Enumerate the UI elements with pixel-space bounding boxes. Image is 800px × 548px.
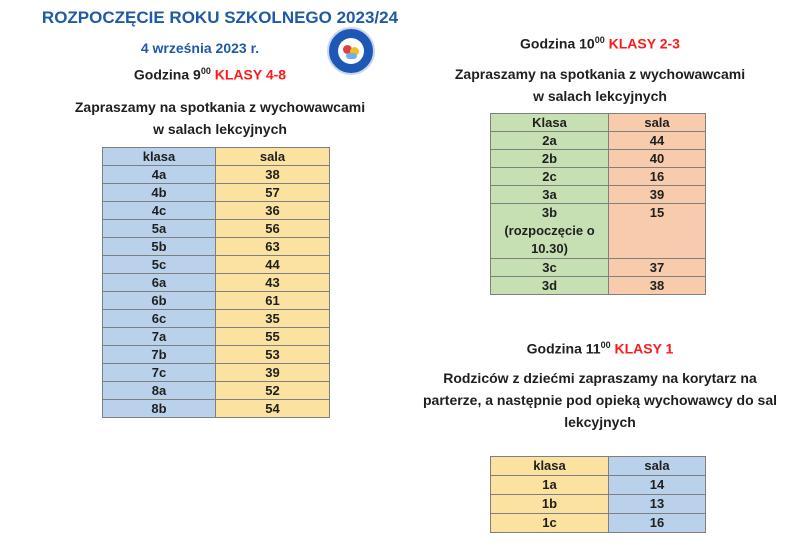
sala-cell: 53 xyxy=(216,346,330,364)
sala-cell: 16 xyxy=(609,168,706,186)
col-sala-header: sala xyxy=(609,457,706,476)
table-row xyxy=(491,259,706,277)
klasa-cell xyxy=(491,204,609,259)
klasa-cell xyxy=(103,346,216,364)
klasa-value: 3c xyxy=(542,260,557,275)
klasa-value: 2b xyxy=(541,151,558,166)
col-sala-header: sala xyxy=(216,148,330,166)
table-row xyxy=(491,476,706,495)
page-title: ROZPOCZĘCIE ROKU SZKOLNEGO 2023/24 xyxy=(41,8,399,27)
sala-cell: 37 xyxy=(609,259,706,277)
klasa-cell xyxy=(491,259,609,277)
klasa-value: 8b xyxy=(151,401,167,416)
table-header-row xyxy=(491,457,706,476)
section3-table xyxy=(490,456,706,533)
klasa-value: 3a xyxy=(542,187,557,202)
klasa-cell xyxy=(103,256,216,274)
col-klasa-header: Klasa xyxy=(491,114,609,132)
sala-cell: 16 xyxy=(609,514,706,533)
table-row xyxy=(103,256,330,274)
table-row xyxy=(491,150,706,168)
klasa-value: 6c xyxy=(151,311,167,326)
section3-text xyxy=(415,367,785,433)
klasa-note: 10.30) xyxy=(531,241,568,256)
klasa-value: 3b xyxy=(541,205,558,220)
sala-cell: 15 xyxy=(609,204,706,259)
section2-table xyxy=(490,113,706,295)
klasa-cell xyxy=(103,184,216,202)
table-row xyxy=(103,274,330,292)
section1-text xyxy=(30,96,410,140)
sala-cell: 38 xyxy=(609,277,706,295)
klasa-value: 1c xyxy=(542,515,557,530)
table-row xyxy=(103,310,330,328)
sala-cell: 61 xyxy=(216,292,330,310)
klasa-value: 5c xyxy=(151,257,167,272)
klasa-cell xyxy=(491,514,609,533)
table-row xyxy=(491,204,706,259)
klasa-value: 3d xyxy=(541,278,558,293)
section2-text xyxy=(430,63,770,107)
klasa-cell xyxy=(491,277,609,295)
table-row xyxy=(491,186,706,204)
klasa-cell xyxy=(491,186,609,204)
sala-cell: 13 xyxy=(609,495,706,514)
klasa-value: 5b xyxy=(151,239,167,254)
sala-cell: 40 xyxy=(609,150,706,168)
col-sala-header: sala xyxy=(609,114,706,132)
table-row xyxy=(103,400,330,418)
sala-cell: 39 xyxy=(609,186,706,204)
section2-hour xyxy=(490,35,710,52)
klasa-cell xyxy=(103,364,216,382)
section3-classes: KLASY 1 xyxy=(614,340,674,357)
klasa-cell xyxy=(103,274,216,292)
sala-cell: 63 xyxy=(216,238,330,256)
table-row xyxy=(491,514,706,533)
klasa-value: 5a xyxy=(151,221,167,236)
section2-hour-sup: 00 xyxy=(594,35,605,45)
section1-line2: w salach lekcyjnych xyxy=(153,121,287,137)
section2-hour-label: Godzina 10 xyxy=(520,35,595,52)
klasa-value: 2a xyxy=(542,133,557,148)
klasa-cell xyxy=(103,220,216,238)
klasa-cell xyxy=(103,202,216,220)
section1-hour-label: Godzina 9 xyxy=(133,66,201,83)
section1-hour-sup: 00 xyxy=(200,66,211,76)
table-header-row xyxy=(103,148,330,166)
sala-cell: 39 xyxy=(216,364,330,382)
table-row xyxy=(103,184,330,202)
klasa-value: 4b xyxy=(151,185,167,200)
section2-line2: w salach lekcyjnych xyxy=(533,88,667,104)
table-row xyxy=(491,132,706,150)
sala-cell: 38 xyxy=(216,166,330,184)
col-klasa-header: klasa xyxy=(491,457,609,476)
klasa-value: 1a xyxy=(542,477,557,492)
section3-hour-label: Godzina 11 xyxy=(526,340,601,357)
klasa-cell xyxy=(103,328,216,346)
table-row xyxy=(103,382,330,400)
sala-cell: 54 xyxy=(216,400,330,418)
table-row xyxy=(491,168,706,186)
klasa-cell xyxy=(103,400,216,418)
section2-classes: KLASY 2-3 xyxy=(608,35,680,52)
klasa-cell xyxy=(103,292,216,310)
klasa-cell xyxy=(491,495,609,514)
section3-hour xyxy=(490,340,710,357)
table-row xyxy=(491,277,706,295)
section3-line1: Rodziców z dziećmi zapraszamy na korytarz na xyxy=(443,370,757,386)
klasa-cell xyxy=(491,476,609,495)
klasa-cell xyxy=(103,382,216,400)
sala-cell: 14 xyxy=(609,476,706,495)
table-row xyxy=(103,346,330,364)
klasa-cell xyxy=(491,168,609,186)
table-row xyxy=(103,220,330,238)
table-row xyxy=(103,364,330,382)
klasa-cell xyxy=(103,238,216,256)
sala-cell: 35 xyxy=(216,310,330,328)
klasa-value: 7a xyxy=(151,329,167,344)
klasa-value: 8a xyxy=(151,383,167,398)
section1-classes: KLASY 4-8 xyxy=(214,66,287,83)
sala-cell: 36 xyxy=(216,202,330,220)
school-logo-icon xyxy=(327,27,375,75)
section1-hour xyxy=(120,66,300,83)
table-row xyxy=(103,202,330,220)
section3-line3: lekcyjnych xyxy=(564,414,636,430)
sala-cell: 44 xyxy=(216,256,330,274)
klasa-cell xyxy=(103,166,216,184)
section2-line1: Zapraszamy na spotkania z wychowawcami xyxy=(454,66,746,82)
klasa-value: 4a xyxy=(151,167,167,182)
sala-cell: 52 xyxy=(216,382,330,400)
klasa-cell xyxy=(103,310,216,328)
klasa-value: 7b xyxy=(151,347,167,362)
sala-cell: 56 xyxy=(216,220,330,238)
klasa-value: 1b xyxy=(541,496,558,511)
table-header-row xyxy=(491,114,706,132)
klasa-value: 7c xyxy=(151,365,167,380)
klasa-value: 6b xyxy=(151,293,167,308)
sala-cell: 57 xyxy=(216,184,330,202)
section1-line1: Zapraszamy na spotkania z wychowawcami xyxy=(74,99,366,115)
klasa-note: (rozpoczęcie o xyxy=(504,223,595,238)
sala-cell: 44 xyxy=(609,132,706,150)
col-klasa-header: klasa xyxy=(103,148,216,166)
event-date: 4 września 2023 r. xyxy=(140,40,260,56)
section1-table xyxy=(102,147,330,418)
klasa-value: 4c xyxy=(151,203,167,218)
table-row xyxy=(103,238,330,256)
table-row xyxy=(103,328,330,346)
section3-line2: parterze, a następnie pod opieką wychowawcy do sal xyxy=(423,392,777,408)
table-row xyxy=(103,166,330,184)
table-row xyxy=(491,495,706,514)
sala-cell: 43 xyxy=(216,274,330,292)
klasa-value: 6a xyxy=(151,275,167,290)
section3-hour-sup: 00 xyxy=(600,340,611,350)
table-row xyxy=(103,292,330,310)
sala-cell: 55 xyxy=(216,328,330,346)
klasa-cell xyxy=(491,150,609,168)
klasa-cell xyxy=(491,132,609,150)
klasa-value: 2c xyxy=(542,169,557,184)
